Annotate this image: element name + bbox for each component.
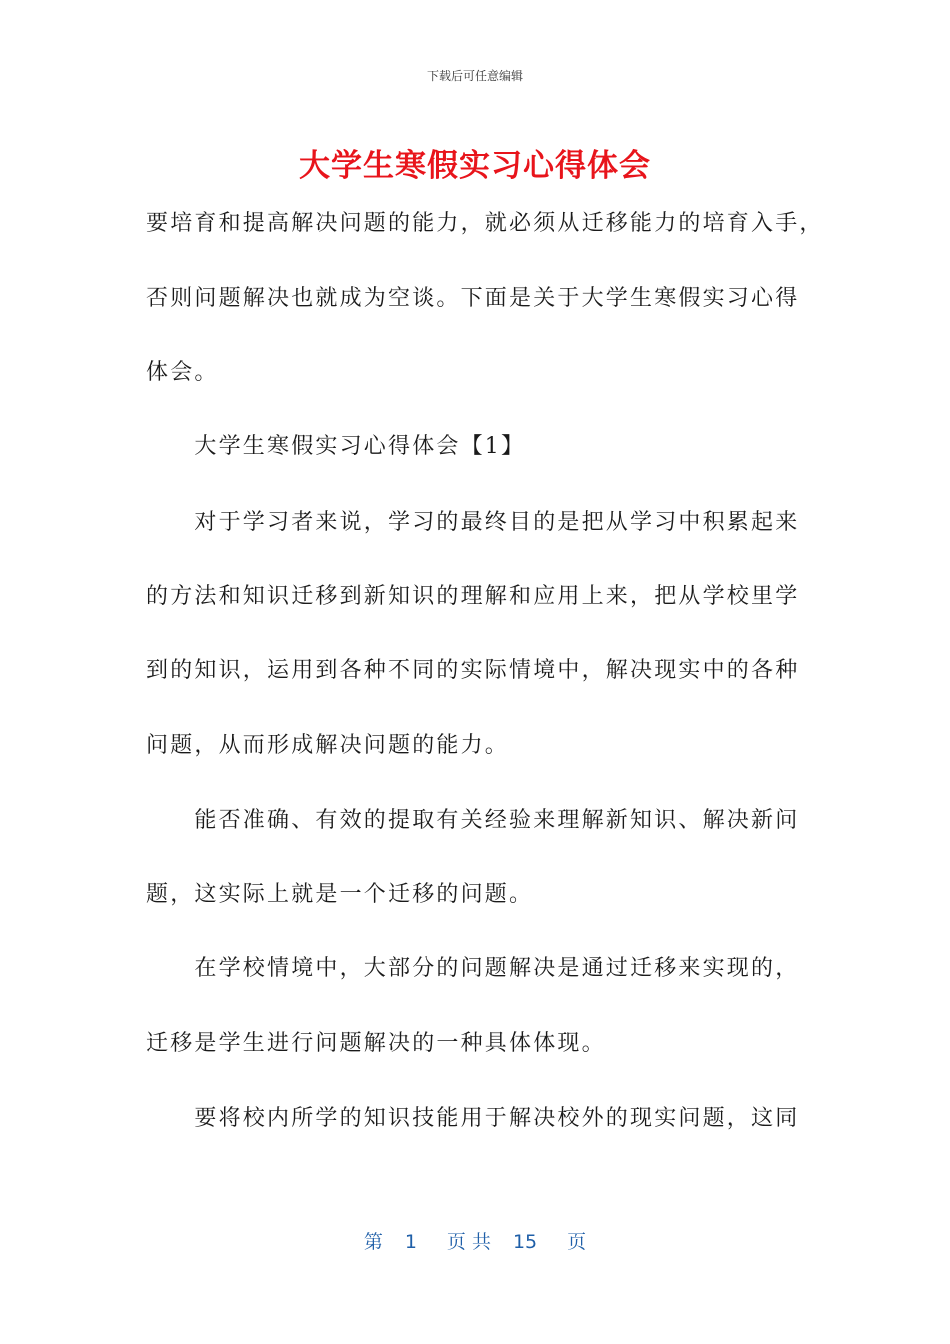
document-title: 大学生寒假实习心得体会 (299, 148, 651, 184)
paragraph-line: 在学校情境中，大部分的问题解决是通过迁移来实现的， (146, 956, 800, 981)
section-heading: 大学生寒假实习心得体会【1】 (146, 434, 526, 459)
footer-page-current: 1 (404, 1231, 417, 1253)
header-note: 下载后可任意编辑 (426, 69, 523, 83)
footer-page-total: 15 (512, 1231, 538, 1253)
paragraph-line: 问题，从而形成解决问题的能力。 (146, 733, 510, 758)
footer-middle: 页 共 (446, 1231, 491, 1253)
page-footer (0, 1227, 950, 1254)
paragraph-line: 要将校内所学的知识技能用于解决校外的现实问题，这同 (146, 1106, 800, 1131)
footer-prefix: 第 (363, 1231, 383, 1253)
paragraph-line: 到的知识，运用到各种不同的实际情境中，解决现实中的各种 (146, 658, 800, 683)
paragraph-line: 要培育和提高解决问题的能力，就必须从迁移能力的培育入手， (146, 211, 824, 236)
paragraph-line: 题，这实际上就是一个迁移的问题。 (146, 882, 534, 907)
paragraph-line: 对于学习者来说，学习的最终目的是把从学习中积累起来 (146, 510, 800, 535)
paragraph-line: 能否准确、有效的提取有关经验来理解新知识、解决新问 (146, 808, 800, 833)
paragraph-line: 迁移是学生进行问题解决的一种具体体现。 (146, 1031, 606, 1056)
paragraph-line: 的方法和知识迁移到新知识的理解和应用上来，把从学校里学 (146, 584, 800, 609)
paragraph-line: 否则问题解决也就成为空谈。下面是关于大学生寒假实习心得 (146, 286, 800, 311)
paragraph-line: 体会。 (146, 360, 219, 385)
footer-suffix: 页 (567, 1231, 587, 1253)
